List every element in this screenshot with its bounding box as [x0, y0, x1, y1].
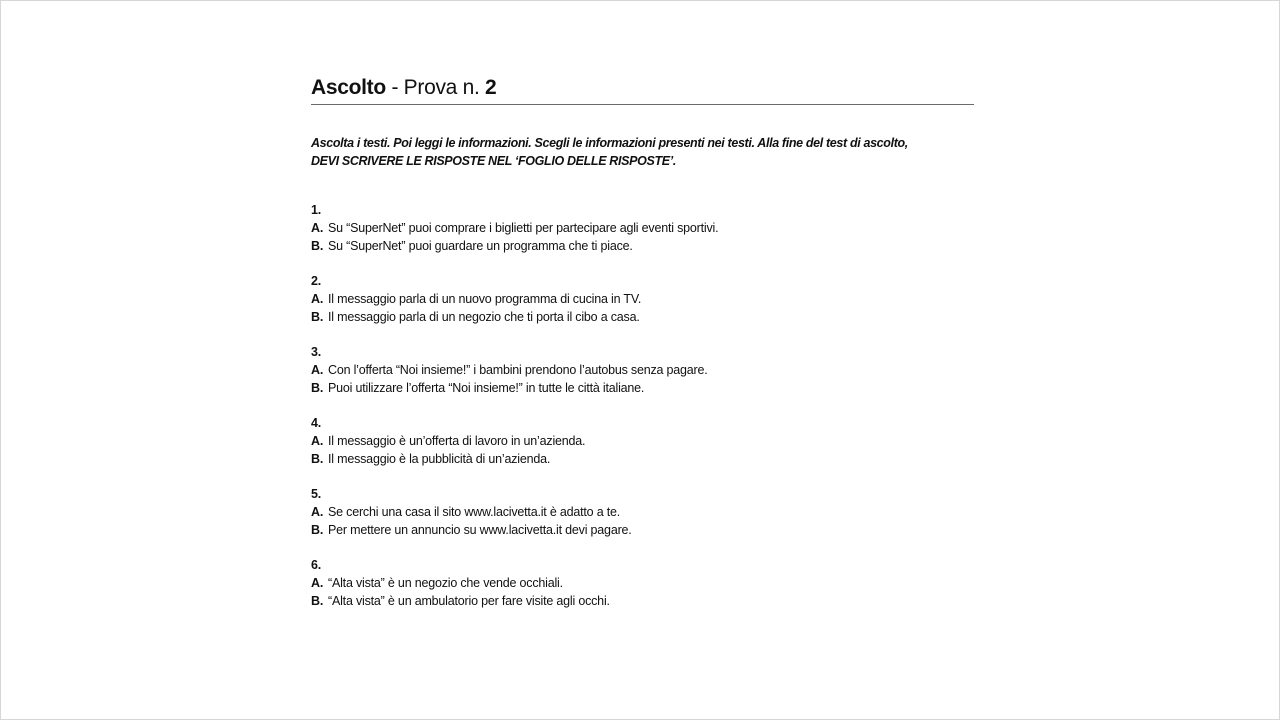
question-number: 4.	[311, 416, 322, 430]
question-number: 5.	[311, 487, 322, 501]
option-text: Su “SuperNet” puoi comprare i biglietti per partecipare agli eventi sportivi.	[328, 221, 719, 235]
instructions	[311, 134, 976, 170]
option-a	[311, 574, 976, 592]
option-b	[311, 379, 976, 397]
question-6	[311, 556, 976, 610]
question-number: 1.	[311, 203, 322, 217]
option-text: Per mettere un annuncio su www.lacivetta.it devi pagare.	[328, 523, 632, 537]
option-a	[311, 432, 976, 450]
option-text: “Alta vista” è un ambulatorio per fare visite agli occhi.	[328, 594, 610, 608]
option-text: Se cerchi una casa il sito www.lacivetta.it è adatto a te.	[328, 505, 621, 519]
option-letter: A.	[311, 221, 324, 235]
option-letter: B.	[311, 594, 324, 608]
option-text: Il messaggio è un’offerta di lavoro in un’azienda.	[328, 434, 586, 448]
question-list	[311, 201, 976, 610]
option-letter: A.	[311, 434, 324, 448]
option-text: Con l’offerta “Noi insieme!” i bambini prendono l’autobus senza pagare.	[328, 363, 708, 377]
question-number: 6.	[311, 558, 322, 572]
exam-page	[311, 74, 976, 627]
option-text: Su “SuperNet” puoi guardare un programma che ti piace.	[328, 239, 633, 253]
option-letter: A.	[311, 292, 324, 306]
option-letter: B.	[311, 310, 324, 324]
option-a	[311, 290, 976, 308]
option-letter: B.	[311, 381, 324, 395]
option-a	[311, 219, 976, 237]
option-letter: A.	[311, 505, 324, 519]
option-letter: B.	[311, 523, 324, 537]
option-letter: A.	[311, 576, 324, 590]
option-letter: B.	[311, 239, 324, 253]
option-a	[311, 503, 976, 521]
title-divider	[311, 104, 974, 105]
title-separator: - Prova n.	[385, 76, 486, 99]
option-b	[311, 592, 976, 610]
option-b	[311, 450, 976, 468]
option-text: Il messaggio è la pubblicità di un’azienda.	[328, 452, 551, 466]
option-text: Il messaggio parla di un negozio che ti porta il cibo a casa.	[328, 310, 640, 324]
option-text: Puoi utilizzare l’offerta “Noi insieme!” in tutte le città italiane.	[328, 381, 645, 395]
option-a	[311, 361, 976, 379]
option-b	[311, 237, 976, 255]
option-text: “Alta vista” è un negozio che vende occhiali.	[328, 576, 563, 590]
question-4	[311, 414, 976, 468]
title-number: 2	[485, 76, 497, 99]
question-number: 3.	[311, 345, 322, 359]
option-b	[311, 308, 976, 326]
question-2	[311, 272, 976, 326]
question-number: 2.	[311, 274, 322, 288]
question-1	[311, 201, 976, 255]
question-3	[311, 343, 976, 397]
instructions-line-2: DEVI SCRIVERE LE RISPOSTE NEL ‘FOGLIO DELLE RISPOSTE’.	[311, 154, 676, 168]
question-5	[311, 485, 976, 539]
page-title	[311, 74, 976, 102]
option-letter: A.	[311, 363, 324, 377]
option-letter: B.	[311, 452, 324, 466]
instructions-line-1: Ascolta i testi. Poi leggi le informazioni. Scegli le informazioni presenti nei testi. Alla fine del test di ascolto,	[311, 136, 908, 150]
option-text: Il messaggio parla di un nuovo programma di cucina in TV.	[328, 292, 642, 306]
option-b	[311, 521, 976, 539]
title-main: Ascolto	[311, 76, 386, 99]
